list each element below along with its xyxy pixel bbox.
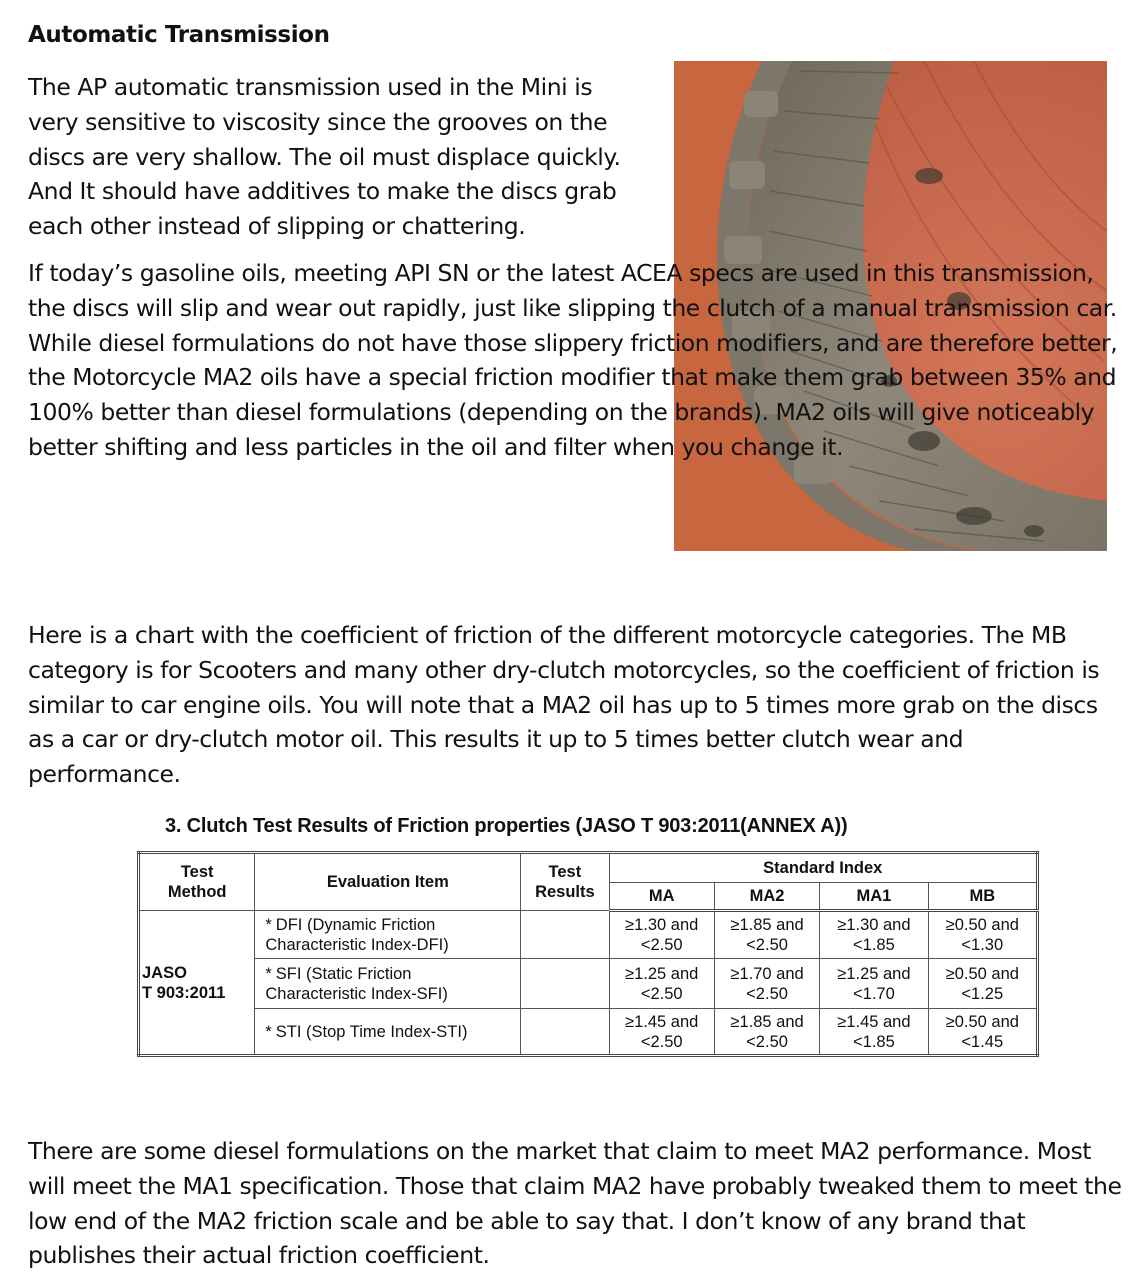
value-line2: <2.50: [746, 1032, 788, 1051]
value-line1: ≥1.25 and: [625, 964, 699, 983]
header-test-method-line2: Method: [167, 883, 227, 901]
value-line2: <2.50: [640, 936, 683, 954]
value-line1: ≥0.50 and: [945, 916, 1019, 934]
eval-item-sti: [255, 1009, 521, 1056]
footnote-star: *: [265, 964, 272, 983]
value-ma2: [714, 911, 819, 959]
value-ma1: [820, 959, 928, 1009]
footnote-star: *: [265, 915, 272, 934]
value-mb: [928, 959, 1037, 1009]
header-test-results-line2: Results: [535, 883, 595, 901]
value-line2: <1.25: [961, 984, 1004, 1003]
header-ma2: MA2: [714, 883, 819, 911]
test-method-cell: [139, 911, 255, 1056]
eval-item-line2: Characteristic Index-DFI): [265, 935, 449, 954]
value-line1: ≥1.85 and: [730, 916, 804, 934]
value-line1: ≥1.45 and: [837, 1012, 911, 1031]
paragraph-intro: The AP automatic transmission used in the Mini is very sensitive to viscosity since the grooves on the discs are very shallow. The oil must displace quickly. And It should have additives to make the discs grab each other instead of slipping or chattering.: [28, 73, 621, 241]
value-line1: ≥1.85 and: [730, 1012, 804, 1031]
test-result-cell: [521, 1009, 609, 1056]
paragraph-friction-chart: Here is a chart with the coefficient of friction of the different motorcycle categories. The MB category is for Scooters and many other dry-clutch motorcycles, so the coefficient of friction is similar to car engine oils. You will note that a MA2 oil has up to 5 times more grab on the discs as a car or dry-clutch motor oil. This results it up to 5 times better clutch wear and performance.: [28, 621, 1100, 789]
value-line1: ≥1.45 and: [625, 1012, 699, 1031]
value-line2: <1.45: [961, 1032, 1004, 1051]
value-line1: ≥1.30 and: [837, 916, 911, 934]
method-line2: T 903:2011: [142, 983, 226, 1002]
value-ma2: [714, 959, 819, 1009]
eval-item-sfi: [255, 959, 521, 1009]
header-test-results: [521, 853, 609, 911]
paragraph-gasoline-oils: If today’s gasoline oils, meeting API SN or the latest ACEA specs are used in this transmission, the discs will slip and wear out rapidly, just like slipping the clutch of a manual transmission car. While diesel formulations do not have those slippery friction modifiers, and are therefore better, the Motorcycle MA2 oils have a special friction modifier that make them grab between 35% and 100% better than diesel formulations (depending on the brands). MA2 oils will give noticeably better shifting and less particles in the oil and filter when you change it.: [28, 259, 1118, 461]
paragraph-diesel-claims: There are some diesel formulations on the market that claim to meet MA2 performance. Most will meet the MA1 specification. Those that claim MA2 have probably tweaked them to meet the low end of the MA2 friction scale and be able to say that. I don’t know of any brand that publishes their actual friction coefficient.: [28, 1137, 1122, 1270]
value-ma: [609, 959, 714, 1009]
table-row: [139, 911, 1038, 959]
value-ma: [609, 911, 714, 959]
value-mb: [928, 1009, 1037, 1056]
header-test-results-line1: Test: [548, 863, 582, 881]
header-test-method: [139, 853, 255, 911]
header-standard-index: Standard Index: [609, 853, 1037, 883]
value-ma1: [820, 1009, 928, 1056]
header-test-method-line1: Test: [180, 863, 214, 881]
value-line1: ≥1.70 and: [730, 964, 804, 983]
header-ma: MA: [609, 883, 714, 911]
value-line2: <2.50: [746, 984, 788, 1003]
header-mb: MB: [928, 883, 1037, 911]
value-line1: ≥1.30 and: [625, 916, 699, 934]
eval-item-line1: STI (Stop Time Index-STI): [275, 1022, 468, 1041]
header-ma1: MA1: [820, 883, 928, 911]
eval-item-line1: DFI (Dynamic Friction: [275, 915, 436, 934]
value-ma1: [820, 911, 928, 959]
table-row: [139, 959, 1038, 1009]
value-line2: <2.50: [746, 936, 788, 954]
method-line1: JASO: [142, 963, 187, 982]
value-ma2: [714, 1009, 819, 1056]
table-caption: 3. Clutch Test Results of Friction properties (JASO T 903:2011(ANNEX A)): [165, 815, 848, 837]
test-result-cell: [521, 959, 609, 1009]
friction-spec-table: [137, 851, 1039, 1057]
value-line2: <1.85: [853, 1032, 895, 1051]
value-line2: <1.70: [853, 984, 895, 1003]
value-ma: [609, 1009, 714, 1056]
test-result-cell: [521, 911, 609, 959]
value-line1: ≥0.50 and: [945, 1012, 1019, 1031]
eval-item-dfi: [255, 911, 521, 959]
eval-item-line1: SFI (Static Friction: [275, 964, 412, 983]
value-mb: [928, 911, 1037, 959]
header-evaluation-item: Evaluation Item: [255, 853, 521, 911]
value-line2: <1.85: [853, 936, 895, 954]
value-line2: <1.30: [961, 936, 1004, 954]
table-row: [139, 1009, 1038, 1056]
value-line1: ≥1.25 and: [837, 964, 911, 983]
value-line2: <2.50: [640, 984, 683, 1003]
value-line1: ≥0.50 and: [945, 964, 1019, 983]
section-heading: Automatic Transmission: [28, 22, 330, 48]
footnote-star: *: [265, 1022, 272, 1041]
value-line2: <2.50: [640, 1032, 683, 1051]
eval-item-line2: Characteristic Index-SFI): [265, 984, 448, 1003]
